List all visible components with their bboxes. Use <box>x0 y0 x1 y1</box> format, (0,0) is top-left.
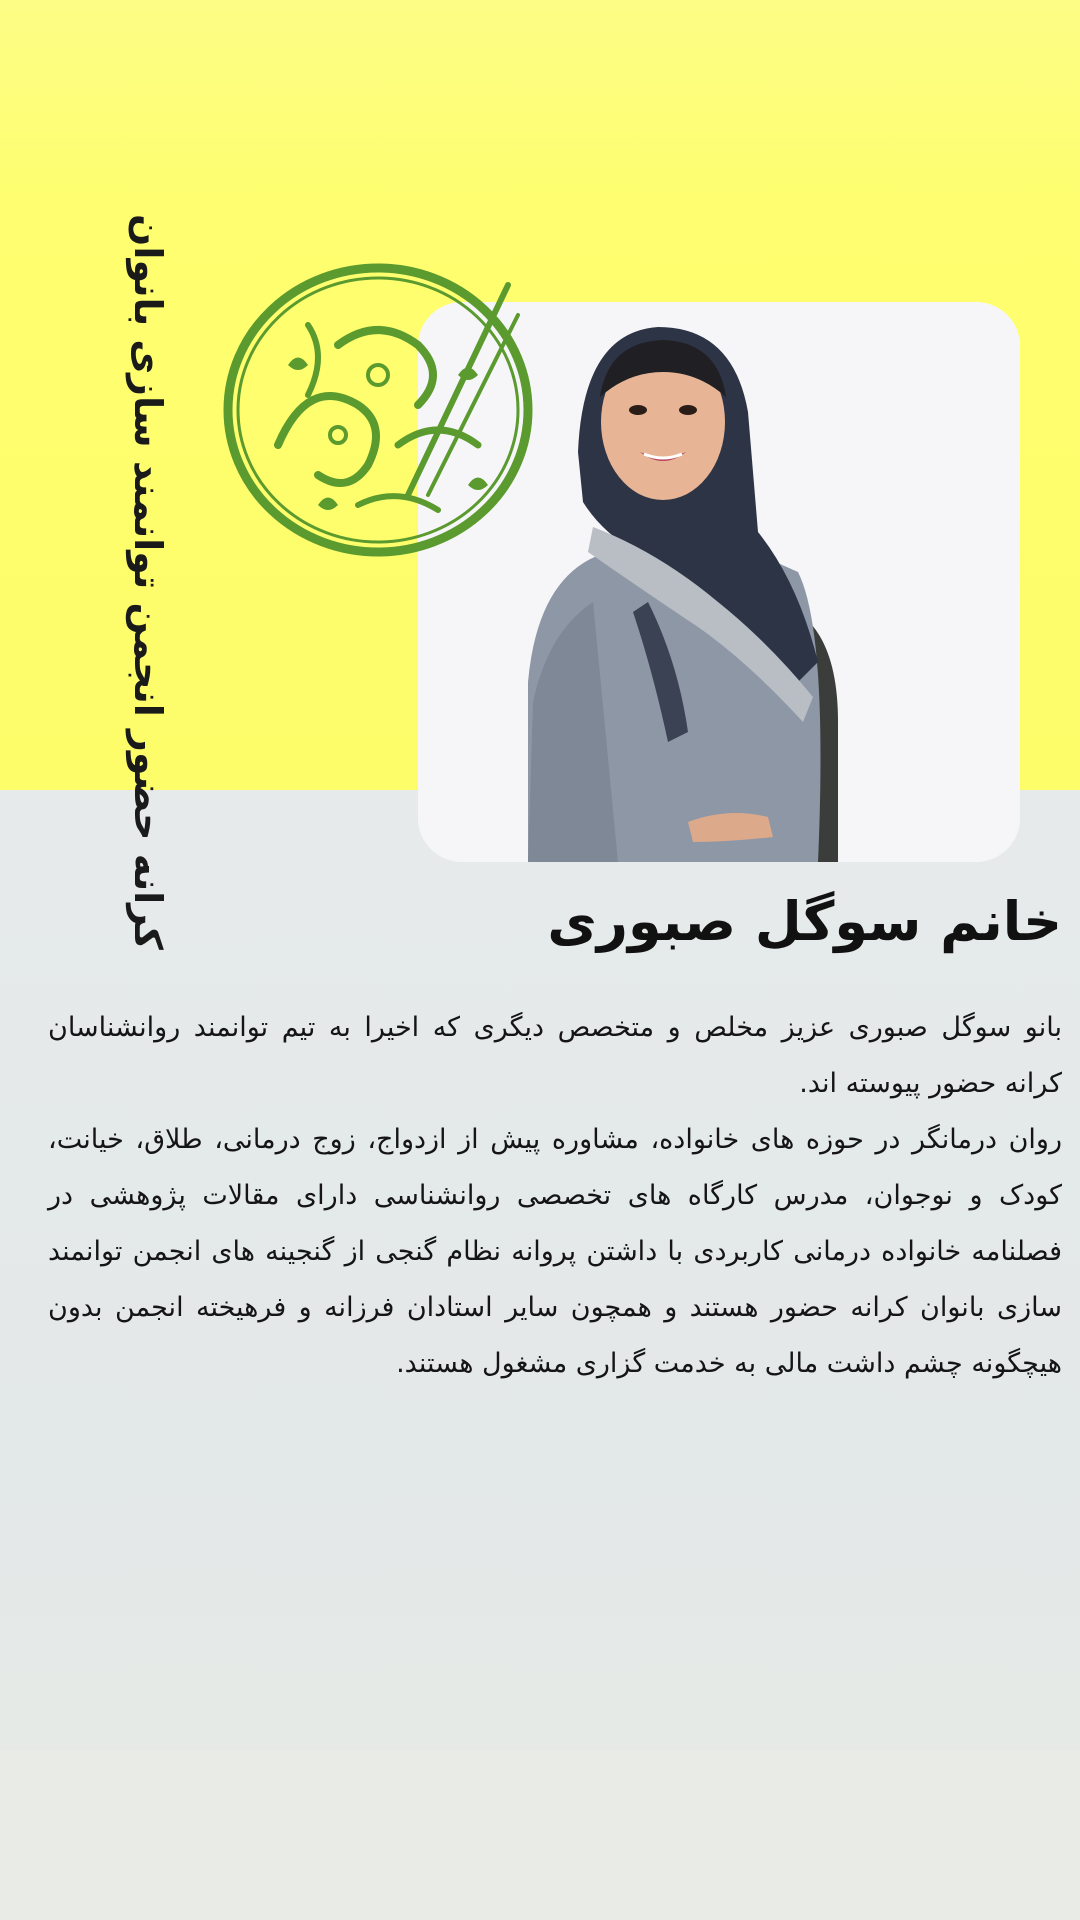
bottom-band <box>0 1750 1080 1920</box>
calligraphy-seal-logo <box>218 255 538 565</box>
biography <box>48 1000 1062 1392</box>
bio-paragraph: بانو سوگل صبوری عزیز مخلص و متخصص دیگری که اخیرا به تیم توانمند روانشناسان کرانه حضور پیوسته اند. <box>48 1012 1062 1099</box>
person-name: خانم سوگل صبوری <box>547 890 1062 953</box>
vertical-association-title: کرانه حضور انجمن توانمند سازی بانوان <box>126 214 170 950</box>
bio-paragraph: روان درمانگر در حوزه های خانواده، مشاوره پیش از ازدواج، زوج درمانی، طلاق، خیانت، کودک و نوجوان، مدرس کارگاه های تخصصی روانشناسی دارای مقالات پژوهشی در فصلنامه خانواده درمانی کاربردی با داشتن پروانه نظام گنجی از گنجینه های انجمن توانمند سازی بانوان کرانه حضور هستند و همچون سایر استادان فرزانه و فرهیخته انجمن بدون هیچگونه چشم داشت مالی به خدمت گزاری مشغول هستند. <box>48 1124 1062 1379</box>
